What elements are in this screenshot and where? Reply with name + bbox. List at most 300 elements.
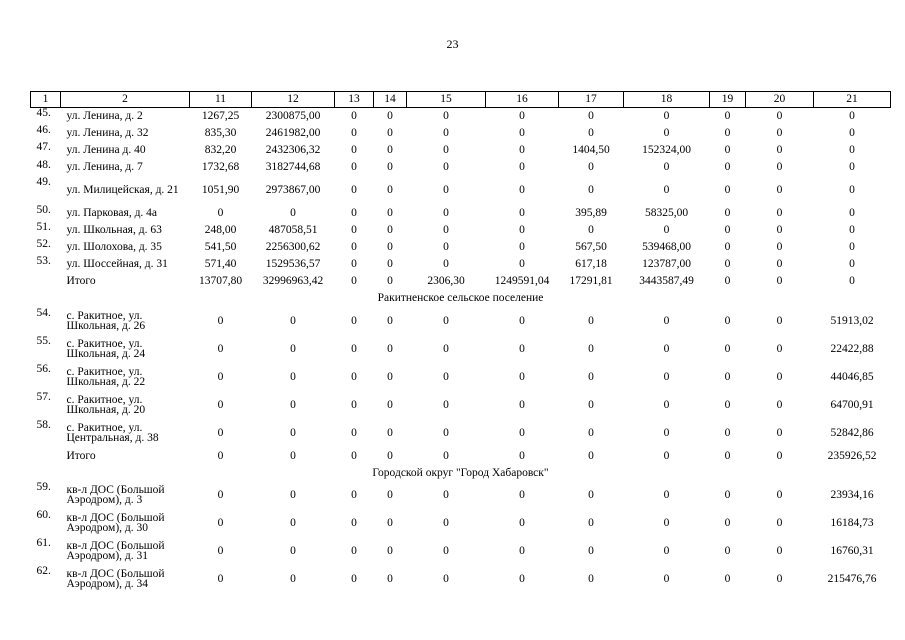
row-number: 58. [36,418,51,431]
address-cell: с. Ракитное, ул. Школьная, д. 20 [66,394,146,416]
value-cell: 0 [351,426,357,439]
address-cell: кв-л ДОС (Большой Аэродром), д. 34 [66,568,165,590]
value-cell: 0 [776,370,783,383]
row-number: 53. [36,255,51,268]
value-cell: 0 [351,206,357,219]
value-cell: 0 [588,545,594,558]
address-cell: с. Ракитное, ул. Школьная, д. 26 [66,310,146,332]
table-row [31,364,891,392]
column-header: 17 [559,92,624,108]
value-cell: 571,40 [204,258,237,271]
header-row [31,92,891,108]
value-cell: 0 [443,545,449,558]
table-row [31,142,891,159]
address-cell: с. Ракитное, ул. Школьная, д. 22 [66,366,146,388]
value-cell: 0 [387,398,393,411]
value-cell: 0 [290,545,296,558]
value-cell: 0 [443,144,449,157]
value-cell: 2461982,00 [265,127,321,140]
address-cell: ул. Шоссейная, д. 31 [66,258,168,271]
column-header: 15 [407,92,486,108]
row-number: 54. [36,306,51,319]
value-cell: 0 [443,240,449,253]
value-cell: 17291,81 [569,275,613,288]
value-cell: 0 [724,109,731,122]
value-cell: 0 [663,127,670,140]
table-body [31,108,891,594]
value-cell: 0 [724,144,731,157]
row-number: 52. [36,238,51,251]
value-cell: 0 [849,240,855,253]
table-row [31,336,891,364]
section-heading-row [31,291,891,308]
column-header: 16 [486,92,559,108]
value-cell: 0 [724,127,731,140]
value-cell: 539468,00 [642,240,691,253]
value-cell: 0 [776,426,783,439]
value-cell: 16184,73 [830,517,874,530]
value-cell: 0 [443,161,449,174]
value-cell: 0 [351,517,357,530]
column-header: 12 [252,92,335,108]
value-cell: 0 [663,109,670,122]
value-cell: 152324,00 [642,144,691,157]
row-number: 50. [36,203,51,216]
row-number: 46. [36,124,51,137]
table-row [31,538,891,566]
value-cell: 0 [776,161,783,174]
value-cell: 0 [387,517,393,530]
value-cell: 0 [387,206,393,219]
subtotal-row [31,274,891,291]
value-cell: 487058,51 [268,223,318,236]
value-cell: 0 [663,489,670,502]
value-cell: 0 [519,426,525,439]
table-row [31,222,891,239]
column-header: 20 [746,92,814,108]
value-cell: 0 [776,449,783,462]
value-cell: 0 [588,184,594,196]
value-cell: 0 [217,206,224,219]
value-cell: 0 [217,314,224,327]
value-cell: 0 [724,275,731,288]
value-cell: 0 [519,144,525,157]
value-cell: 0 [663,161,670,174]
value-cell: 0 [351,127,357,140]
value-cell: 0 [776,398,783,411]
value-cell: 0 [290,426,296,439]
value-cell: 0 [217,489,224,502]
column-header: 18 [624,92,710,108]
value-cell: 22422,88 [830,342,874,355]
value-cell: 0 [724,314,731,327]
value-cell: 0 [351,342,357,355]
row-number [31,448,61,465]
value-cell: 0 [351,258,357,271]
value-cell: 0 [387,573,393,586]
value-cell: 0 [849,206,855,219]
value-cell: 0 [443,449,449,462]
row-number: 62. [36,564,51,577]
row-number: 51. [36,220,51,233]
value-cell: 0 [588,489,594,502]
value-cell: 0 [519,206,525,219]
column-header: 2 [61,92,190,108]
value-cell: 1529536,57 [265,258,321,271]
column-header: 14 [374,92,407,108]
value-cell: 0 [588,161,594,174]
row-number: 49. [36,175,51,188]
value-cell: 0 [724,184,731,196]
value-cell: 0 [519,573,525,586]
value-cell: 0 [387,489,393,502]
value-cell: 0 [387,426,393,439]
address-cell: ул. Ленина, д. 32 [66,127,149,140]
value-cell: 0 [290,342,296,355]
value-cell: 0 [351,545,357,558]
value-cell: 2973867,00 [265,184,321,196]
value-cell: 23934,16 [830,489,874,502]
housing-table [30,91,891,594]
value-cell: 0 [519,240,525,253]
value-cell: 0 [776,258,783,271]
value-cell: 52842,86 [830,426,874,439]
value-cell: 215476,76 [827,573,877,586]
value-cell: 0 [724,370,731,383]
value-cell: 44046,85 [830,370,874,383]
value-cell: 3443587,49 [639,275,694,288]
value-cell: 0 [776,517,783,530]
value-cell: 0 [443,109,449,122]
section-heading: Ракитненское сельское поселение [377,292,544,305]
value-cell: 0 [849,144,855,157]
value-cell: 0 [663,426,670,439]
row-number: 47. [36,141,51,154]
value-cell: 0 [217,545,224,558]
value-cell: 0 [588,314,594,327]
value-cell: 0 [724,240,731,253]
value-cell: 0 [290,206,296,219]
table-row [31,256,891,273]
value-cell: 0 [351,314,357,327]
value-cell: 0 [351,449,357,462]
address-cell: ул. Ленина, д. 7 [66,161,143,174]
table-row [31,125,891,142]
value-cell: 0 [351,184,357,196]
value-cell: 0 [663,517,670,530]
value-cell: 0 [849,161,855,174]
value-cell: 0 [588,573,594,586]
value-cell: 0 [387,370,393,383]
value-cell: 0 [351,573,357,586]
value-cell: 0 [663,573,670,586]
value-cell: 0 [290,314,296,327]
column-header: 21 [814,92,891,108]
value-cell: 0 [663,398,670,411]
value-cell: 0 [387,314,393,327]
value-cell: 0 [849,223,855,236]
value-cell: 1404,50 [572,144,610,157]
value-cell: 0 [443,426,449,439]
value-cell: 0 [663,449,670,462]
value-cell: 0 [588,127,594,140]
value-cell: 0 [724,545,731,558]
value-cell: 0 [443,258,449,271]
value-cell: 3182744,68 [265,161,321,174]
value-cell: 0 [776,573,783,586]
value-cell: 1249591,04 [494,275,550,288]
value-cell: 0 [351,223,357,236]
column-header: 13 [335,92,374,108]
value-cell: 0 [387,449,393,462]
value-cell: 0 [724,426,731,439]
value-cell: 0 [387,161,393,174]
page-number: 23 [446,37,459,51]
column-header: 19 [710,92,746,108]
section-heading-row [31,465,891,482]
value-cell: 0 [351,144,357,157]
table-row [31,482,891,510]
table-row [31,392,891,420]
value-cell: 0 [351,489,357,502]
value-cell: 0 [724,223,731,236]
value-cell: 0 [724,489,731,502]
value-cell: 0 [387,545,393,558]
value-cell: 0 [387,184,393,196]
value-cell: 0 [217,370,224,383]
value-cell: 0 [724,449,731,462]
table-row [31,566,891,594]
value-cell: 0 [663,314,670,327]
value-cell: 1051,90 [201,184,240,196]
table-row [31,308,891,336]
value-cell: 0 [443,398,449,411]
value-cell: 0 [290,573,296,586]
value-cell: 0 [290,449,296,462]
value-cell: 0 [217,398,224,411]
value-cell: 0 [663,545,670,558]
value-cell: 0 [519,370,525,383]
value-cell: 0 [776,314,783,327]
address-cell: ул. Милицейская, д. 21 [66,184,179,197]
address-cell: кв-л ДОС (Большой Аэродром), д. 31 [66,540,165,562]
value-cell: 2256300,62 [265,240,321,253]
value-cell: 0 [519,449,525,462]
value-cell: 0 [443,573,449,586]
value-cell: 0 [387,342,393,355]
section-heading: Городской округ "Город Хабаровск" [372,466,549,479]
value-cell: 0 [387,275,393,288]
table-row [31,177,891,205]
row-number: 57. [36,390,51,403]
value-cell: 0 [519,545,525,558]
value-cell: 0 [663,370,670,383]
value-cell: 0 [217,573,224,586]
value-cell: 0 [724,517,731,530]
value-cell: 0 [588,398,594,411]
column-header: 11 [190,92,252,108]
value-cell: 0 [663,184,670,196]
value-cell: 0 [217,517,224,530]
value-cell: 0 [663,342,670,355]
row-number: 61. [36,536,51,549]
value-cell: 0 [519,314,525,327]
value-cell: 0 [290,489,296,502]
subtotal-row [31,448,891,465]
value-cell: 0 [519,517,525,530]
value-cell: 0 [849,109,855,122]
table-row [31,510,891,538]
address-cell: кв-л ДОС (Большой Аэродром), д. 30 [66,512,165,534]
value-cell: 832,20 [204,144,237,157]
value-cell: 0 [776,489,783,502]
row-number: 56. [36,362,51,375]
value-cell: 0 [776,240,783,253]
value-cell: 0 [588,370,594,383]
column-header: 1 [31,92,61,108]
value-cell: 0 [443,342,449,355]
value-cell: 0 [849,184,855,196]
row-number: 60. [36,508,51,521]
value-cell: 0 [387,144,393,157]
value-cell: 0 [519,184,525,196]
value-cell: 0 [724,573,731,586]
value-cell: 395,89 [575,206,607,219]
value-cell: 617,18 [575,258,607,271]
value-cell: 58325,00 [644,206,689,219]
value-cell: 0 [387,223,393,236]
row-number: 45. [36,107,51,119]
value-cell: 0 [351,398,357,411]
value-cell: 0 [387,240,393,253]
value-cell: 0 [519,489,525,502]
value-cell: 0 [849,275,855,288]
value-cell: 0 [519,161,525,174]
table-row [31,239,891,256]
value-cell: 0 [351,275,357,288]
value-cell: 0 [443,206,449,219]
value-cell: 0 [849,127,855,140]
value-cell: 0 [519,342,525,355]
value-cell: 2432306,32 [265,144,321,157]
value-cell: 235926,52 [827,449,877,462]
value-cell: 32996963,42 [262,275,324,288]
value-cell: 1732,68 [201,161,240,174]
table-row [31,420,891,448]
value-cell: 0 [351,109,357,122]
address-cell: ул. Школьная, д. 63 [66,223,162,236]
value-cell: 0 [588,426,594,439]
address-cell: кв-л ДОС (Большой Аэродром), д. 3 [66,484,165,506]
value-cell: 64700,91 [830,398,874,411]
value-cell: 0 [387,258,393,271]
value-cell: 0 [588,517,594,530]
address-cell: Итого [66,449,96,462]
value-cell: 0 [776,144,783,157]
address-cell: с. Ракитное, ул. Центральная, д. 38 [66,422,159,444]
value-cell: 0 [588,223,594,236]
value-cell: 0 [776,206,783,219]
value-cell: 835,30 [204,127,237,140]
value-cell: 0 [724,161,731,174]
value-cell: 0 [217,426,224,439]
value-cell: 0 [443,314,449,327]
value-cell: 0 [351,370,357,383]
value-cell: 0 [443,489,449,502]
value-cell: 0 [387,127,393,140]
value-cell: 0 [290,517,296,530]
address-cell: ул. Ленина, д. 2 [66,109,143,122]
value-cell: 0 [776,342,783,355]
value-cell: 0 [290,398,296,411]
value-cell: 0 [443,223,449,236]
value-cell: 0 [217,342,224,355]
value-cell: 567,50 [575,240,607,253]
value-cell: 0 [519,127,525,140]
value-cell: 0 [776,184,783,196]
value-cell: 51913,02 [830,314,874,327]
value-cell: 0 [724,258,731,271]
address-cell: с. Ракитное, ул. Школьная, д. 24 [66,338,146,360]
value-cell: 16760,31 [830,545,874,558]
value-cell: 0 [519,109,525,122]
value-cell: 0 [443,127,449,140]
row-number: 48. [36,158,51,171]
value-cell: 0 [663,223,670,236]
value-cell: 0 [776,223,783,236]
value-cell: 1267,25 [201,109,240,122]
address-cell: ул. Парковая, д. 4а [66,206,158,219]
row-number: 55. [36,334,51,347]
value-cell: 0 [519,398,525,411]
value-cell: 0 [387,109,393,122]
address-cell: ул. Шолохова, д. 35 [66,241,162,253]
value-cell: 0 [443,517,449,530]
value-cell: 0 [588,109,594,122]
value-cell: 0 [351,161,357,174]
value-cell: 0 [290,370,296,383]
value-cell: 0 [443,184,449,196]
table-row [31,160,891,177]
value-cell: 0 [588,449,594,462]
value-cell: 123787,00 [642,258,691,271]
address-cell: Итого [66,275,96,288]
row-number [31,274,61,291]
value-cell: 0 [849,258,855,271]
value-cell: 0 [519,223,525,236]
value-cell: 0 [776,545,783,558]
value-cell: 0 [588,342,594,355]
address-cell: ул. Ленина д. 40 [66,144,146,157]
table-row [31,205,891,222]
value-cell: 0 [443,370,449,383]
table-row [31,108,891,126]
value-cell: 0 [776,109,783,122]
value-cell: 2306,30 [427,275,465,288]
value-cell: 0 [776,275,783,288]
value-cell: 541,50 [204,240,237,253]
value-cell: 0 [217,449,224,462]
value-cell: 2300875,00 [265,109,321,122]
value-cell: 0 [776,127,783,140]
value-cell: 248,00 [204,223,237,236]
value-cell: 0 [724,206,731,219]
value-cell: 0 [351,240,357,253]
value-cell: 0 [519,258,525,271]
value-cell: 13707,80 [198,275,243,288]
row-number: 59. [36,480,51,493]
value-cell: 0 [724,342,731,355]
